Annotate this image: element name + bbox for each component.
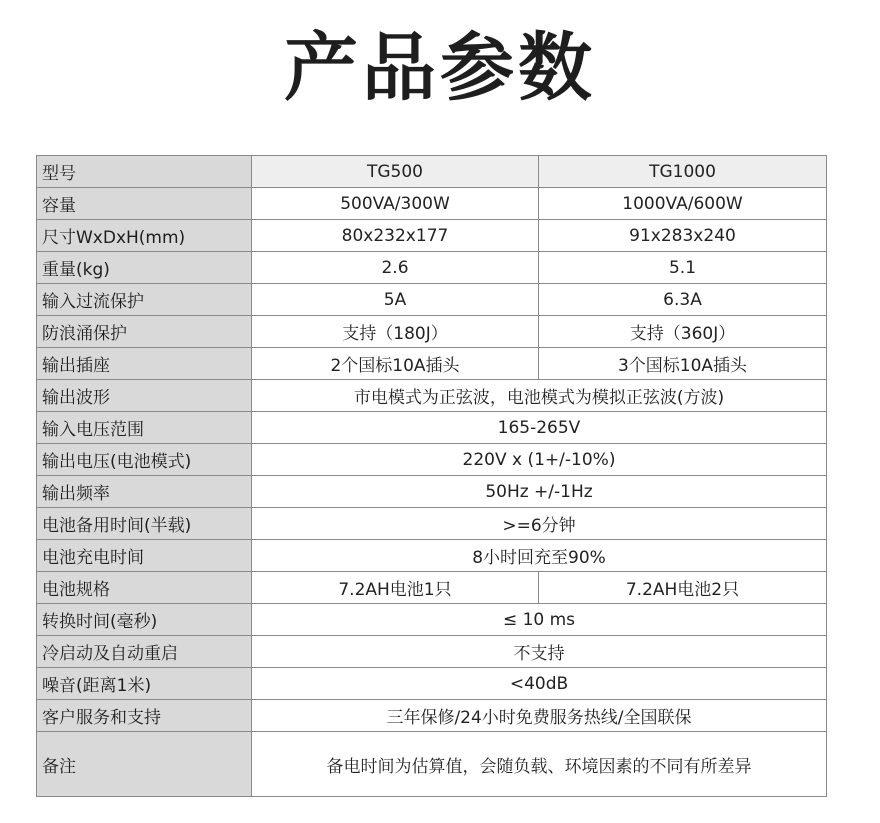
row-value: 支持（180J） [252, 316, 539, 348]
row-value: 7.2AH电池1只 [252, 572, 539, 604]
row-value: 支持（360J） [539, 316, 827, 348]
table-row [37, 636, 827, 668]
row-label: 输出插座 [37, 348, 252, 380]
spec-table [36, 155, 827, 797]
row-label: 电池充电时间 [37, 540, 252, 572]
row-label: 噪音(距离1米) [37, 668, 252, 700]
row-value: 220V x (1+/-10%) [252, 444, 827, 476]
row-value: 80x232x177 [252, 220, 539, 252]
table-row [37, 220, 827, 252]
row-value: 市电模式为正弦波，电池模式为模拟正弦波(方波) [252, 380, 827, 412]
row-value: 2个国标10A插头 [252, 348, 539, 380]
row-label: 输出波形 [37, 380, 252, 412]
table-row [37, 252, 827, 284]
row-label: 转换时间(毫秒) [37, 604, 252, 636]
row-value: 3个国标10A插头 [539, 348, 827, 380]
row-value: 5.1 [539, 252, 827, 284]
page-title: 产品参数 [284, 25, 596, 111]
header-label: 型号 [37, 156, 252, 188]
table-row [37, 284, 827, 316]
row-value: 50Hz +/-1Hz [252, 476, 827, 508]
row-value: 7.2AH电池2只 [539, 572, 827, 604]
row-label: 输入过流保护 [37, 284, 252, 316]
model-name: TG500 [252, 156, 539, 188]
row-label: 输入电压范围 [37, 412, 252, 444]
row-label: 输出频率 [37, 476, 252, 508]
row-label: 容量 [37, 188, 252, 220]
table-row [37, 604, 827, 636]
row-value: 165-265V [252, 412, 827, 444]
table-row [37, 572, 827, 604]
table-row [37, 476, 827, 508]
table-row [37, 412, 827, 444]
table-row [37, 540, 827, 572]
row-label: 电池规格 [37, 572, 252, 604]
table-row [37, 508, 827, 540]
row-value: 5A [252, 284, 539, 316]
row-value: 2.6 [252, 252, 539, 284]
row-value: 不支持 [252, 636, 827, 668]
table-row [37, 380, 827, 412]
row-value: 500VA/300W [252, 188, 539, 220]
row-value: >=6分钟 [252, 508, 827, 540]
row-value: 三年保修/24小时免费服务热线/全国联保 [252, 700, 827, 732]
row-label: 冷启动及自动重启 [37, 636, 252, 668]
row-label: 备注 [37, 732, 252, 797]
row-value: 备电时间为估算值，会随负载、环境因素的不同有所差异 [252, 732, 827, 797]
row-value: ≤ 10 ms [252, 604, 827, 636]
row-value: 6.3A [539, 284, 827, 316]
row-label: 客户服务和支持 [37, 700, 252, 732]
row-label: 重量(kg) [37, 252, 252, 284]
row-label: 尺寸WxDxH(mm) [37, 220, 252, 252]
table-row [37, 316, 827, 348]
table-row [37, 700, 827, 732]
table-row [37, 188, 827, 220]
row-label: 输出电压(电池模式) [37, 444, 252, 476]
table-row [37, 668, 827, 700]
table-row [37, 444, 827, 476]
row-value: 91x283x240 [539, 220, 827, 252]
model-name: TG1000 [539, 156, 827, 188]
table-row [37, 732, 827, 797]
row-value: 1000VA/600W [539, 188, 827, 220]
table-row [37, 348, 827, 380]
row-value: <40dB [252, 668, 827, 700]
table-header-row [37, 156, 827, 188]
row-label: 防浪涌保护 [37, 316, 252, 348]
row-value: 8小时回充至90% [252, 540, 827, 572]
row-label: 电池备用时间(半载) [37, 508, 252, 540]
